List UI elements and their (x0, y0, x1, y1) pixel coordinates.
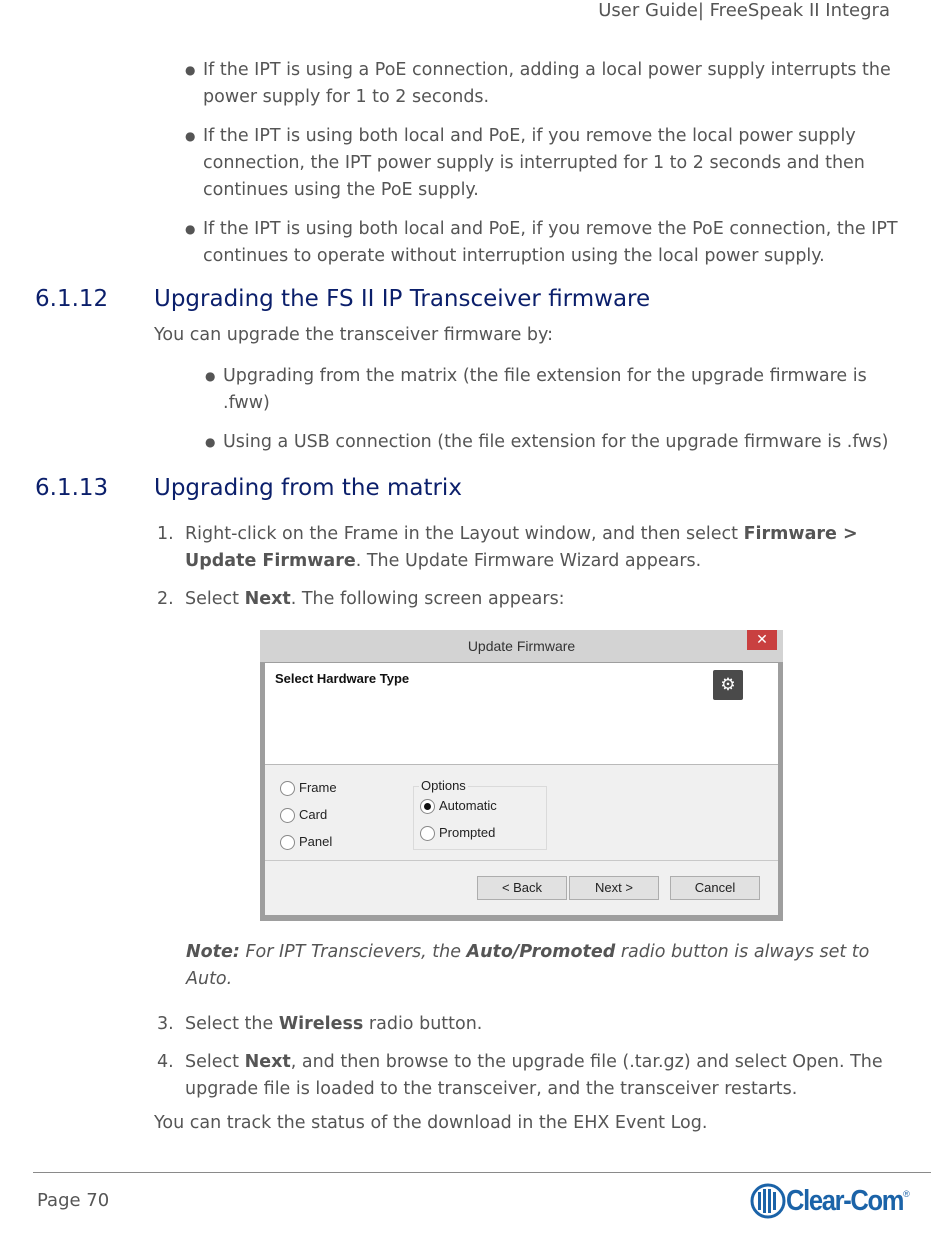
radio-circle (280, 835, 295, 850)
radio-frame[interactable]: Frame (280, 780, 337, 796)
dialog-heading: Select Hardware Type (275, 671, 410, 686)
list-item: ● Upgrading from the matrix (the file extension for the upgrade firmware is .fww) (205, 366, 867, 413)
cancel-button[interactable]: Cancel (670, 876, 760, 900)
steps-list-top (157, 521, 885, 613)
radio-panel[interactable]: Panel (280, 834, 332, 850)
upgrade-method-list (205, 363, 893, 468)
clear-com-logo (750, 1183, 910, 1219)
list-item: ● If the IPT is using a PoE connection, adding a local power supply interrupts the power supply for 1 to 2 seconds. (185, 60, 891, 107)
closing-paragraph: You can track the status of the download in the EHX Event Log. (154, 1113, 708, 1133)
back-button[interactable]: < Back (477, 876, 567, 900)
section-number: 6.1.13 (35, 475, 109, 501)
section-title: Upgrading from the matrix (154, 475, 462, 501)
update-firmware-dialog (260, 630, 783, 921)
page-number: Page 70 (37, 1190, 110, 1211)
section-heading-6-1-12 (0, 286, 950, 316)
radio-circle (420, 826, 435, 841)
section-intro: You can upgrade the transceiver firmware by: (154, 325, 554, 345)
dialog-title: Update Firmware (260, 630, 783, 662)
footer-divider (33, 1172, 931, 1173)
note-block: Note: For IPT Transcievers, the Auto/Promoted radio button is always set to Auto. (186, 942, 870, 989)
options-label: Options (421, 778, 466, 793)
registered-mark: ® (903, 1189, 910, 1199)
logo-text: Clear-Com (786, 1184, 904, 1217)
list-item: ● If the IPT is using both local and PoE, if you remove the local power supply connection, the IPT power supply is interrupted for 1 to 2 seconds and then continues using the PoE supply. (185, 126, 865, 200)
list-item: ● If the IPT is using both local and PoE, if you remove the PoE connection, the IPT continues to operate without interruption using the local power supply. (185, 219, 898, 266)
radio-circle-selected (420, 799, 435, 814)
dialog-header-panel (265, 663, 778, 765)
step-item: 3. Select the Wireless radio button. (157, 1014, 483, 1034)
radio-prompted[interactable]: Prompted (420, 825, 495, 841)
radio-circle (280, 808, 295, 823)
running-header: User Guide| FreeSpeak II Integra (598, 0, 890, 21)
firmware-chip-icon: ⚙ (713, 670, 743, 700)
section-title: Upgrading the FS II IP Transceiver firmware (154, 286, 651, 312)
close-icon[interactable]: ✕ (747, 630, 777, 650)
step-item: 2. Select Next. The following screen appears: (157, 589, 565, 609)
section-heading-6-1-13 (0, 475, 950, 505)
note-label: Note: (186, 942, 240, 962)
radio-card[interactable]: Card (280, 807, 327, 823)
radio-circle (280, 781, 295, 796)
next-button[interactable]: Next > (569, 876, 659, 900)
section-number: 6.1.12 (35, 286, 109, 312)
logo-globe-icon (750, 1183, 786, 1219)
hardware-type-panel (265, 765, 778, 861)
radio-automatic[interactable]: Automatic (420, 798, 497, 814)
list-item: ● Using a USB connection (the file extension for the upgrade firmware is .fws) (205, 432, 889, 452)
dialog-button-bar (265, 861, 778, 915)
steps-list-bottom (157, 1011, 895, 1103)
step-item: 1. Right-click on the Frame in the Layout window, and then select Firmware > Update Firmware. The Update Firmware Wizard appears. (157, 524, 858, 571)
step-item: 4. Select Next, and then browse to the upgrade file (.tar.gz) and select Open. The upgrade file is loaded to the transceiver, and the transceiver restarts. (157, 1052, 883, 1099)
intro-bullet-list (185, 57, 903, 282)
